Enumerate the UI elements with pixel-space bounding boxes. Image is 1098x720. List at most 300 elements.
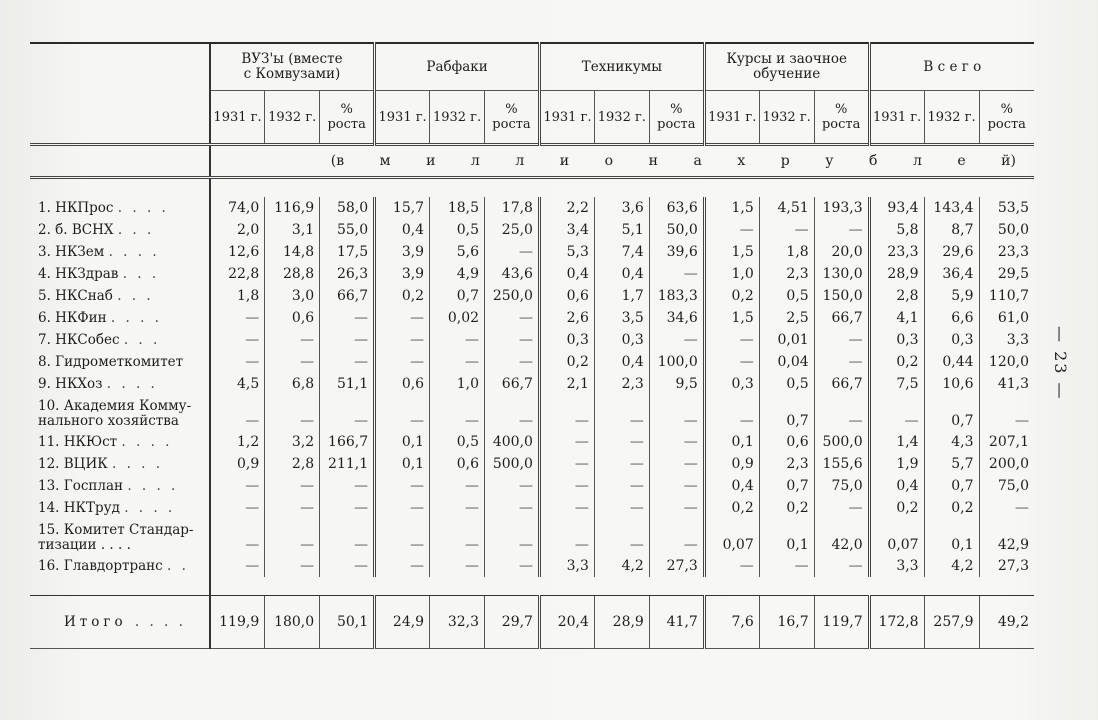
value-cell: 1,0 bbox=[430, 373, 485, 395]
leader-dots: . . . . bbox=[121, 434, 173, 450]
row-name-cont: тизации . . . . bbox=[38, 537, 131, 553]
value-cell: 42,9 bbox=[979, 519, 1034, 555]
subheader-pct: % bbox=[834, 102, 848, 117]
value-cell: 0,5 bbox=[759, 285, 814, 307]
value-cell: 0,1 bbox=[759, 519, 814, 555]
value-cell: 150,0 bbox=[814, 285, 869, 307]
value-cell: 3,4 bbox=[539, 219, 594, 241]
table-row bbox=[30, 329, 1034, 351]
value-cell: — bbox=[485, 307, 540, 329]
value-cell: — bbox=[265, 555, 320, 577]
row-name-cell bbox=[30, 475, 210, 497]
value-cell: — bbox=[649, 453, 704, 475]
value-cell: 75,0 bbox=[814, 475, 869, 497]
value-cell: 0,2 bbox=[704, 497, 759, 519]
subheader-pct: роста bbox=[657, 117, 696, 132]
value-cell: 49,2 bbox=[979, 596, 1034, 649]
value-cell: 3,5 bbox=[594, 307, 649, 329]
row-name: 11. НКЮст bbox=[38, 434, 118, 450]
subheader-cell bbox=[759, 91, 814, 145]
value-cell: 4,2 bbox=[924, 555, 979, 577]
subheader-pct: роста bbox=[327, 117, 366, 132]
value-cell: 66,7 bbox=[814, 373, 869, 395]
leader-dots: . . . . bbox=[110, 310, 162, 326]
value-cell: — bbox=[430, 475, 485, 497]
value-cell: 2,1 bbox=[539, 373, 594, 395]
value-cell: — bbox=[265, 519, 320, 555]
value-cell: — bbox=[320, 307, 375, 329]
row-name: 1. НКПрос bbox=[38, 200, 114, 216]
value-cell: — bbox=[485, 241, 540, 263]
value-cell: — bbox=[485, 351, 540, 373]
unit-letter: и bbox=[559, 153, 570, 169]
value-cell: — bbox=[759, 219, 814, 241]
leader-dots: . . . . bbox=[134, 614, 186, 630]
value-cell: 93,4 bbox=[869, 197, 924, 219]
value-cell: 42,0 bbox=[814, 519, 869, 555]
value-cell: 5,9 bbox=[924, 285, 979, 307]
table-row bbox=[30, 519, 1034, 555]
value-cell: 0,1 bbox=[704, 431, 759, 453]
value-cell: 207,1 bbox=[979, 431, 1034, 453]
value-cell: 0,3 bbox=[594, 329, 649, 351]
value-cell: — bbox=[265, 395, 320, 431]
value-cell: 27,3 bbox=[979, 555, 1034, 577]
value-cell: 29,5 bbox=[979, 263, 1034, 285]
value-cell: 4,3 bbox=[924, 431, 979, 453]
table-row bbox=[30, 351, 1034, 373]
value-cell: 66,7 bbox=[320, 285, 375, 307]
value-cell: — bbox=[649, 475, 704, 497]
value-cell: 2,5 bbox=[759, 307, 814, 329]
value-cell: 3,3 bbox=[539, 555, 594, 577]
value-cell: 0,3 bbox=[869, 329, 924, 351]
value-cell: 50,0 bbox=[649, 219, 704, 241]
value-cell: — bbox=[485, 497, 540, 519]
value-cell: 50,1 bbox=[320, 596, 375, 649]
value-cell: 5,6 bbox=[430, 241, 485, 263]
row-name-cell bbox=[30, 519, 210, 555]
row-name: 5. НКСнаб bbox=[38, 288, 113, 304]
value-cell: — bbox=[265, 351, 320, 373]
subheader-cell bbox=[485, 91, 540, 145]
row-name: 16. Главдортранс bbox=[38, 558, 163, 574]
value-cell: 28,8 bbox=[265, 263, 320, 285]
value-cell: — bbox=[320, 555, 375, 577]
value-cell: — bbox=[539, 431, 594, 453]
value-cell: 180,0 bbox=[265, 596, 320, 649]
table-row bbox=[30, 596, 1034, 649]
value-cell: 15,7 bbox=[375, 197, 430, 219]
value-cell: — bbox=[649, 519, 704, 555]
value-cell: 75,0 bbox=[979, 475, 1034, 497]
value-cell: 39,6 bbox=[649, 241, 704, 263]
subheader-cell bbox=[375, 91, 430, 145]
value-cell: 0,6 bbox=[430, 453, 485, 475]
subheader-cell bbox=[594, 91, 649, 145]
subheader-cell bbox=[649, 91, 704, 145]
subheader-cell bbox=[320, 91, 375, 145]
value-cell: 2,8 bbox=[869, 285, 924, 307]
row-name: 10. Академия Комму- bbox=[38, 398, 192, 414]
value-cell: 7,4 bbox=[594, 241, 649, 263]
value-cell: 3,3 bbox=[979, 329, 1034, 351]
table-row bbox=[30, 453, 1034, 475]
value-cell: — bbox=[375, 329, 430, 351]
value-cell: 257,9 bbox=[924, 596, 979, 649]
value-cell: 120,0 bbox=[979, 351, 1034, 373]
value-cell: 1,5 bbox=[704, 197, 759, 219]
value-cell: — bbox=[320, 329, 375, 351]
value-cell: — bbox=[539, 475, 594, 497]
value-cell: 0,7 bbox=[430, 285, 485, 307]
leader-dots: . . . . bbox=[106, 376, 158, 392]
value-cell: 58,0 bbox=[320, 197, 375, 219]
value-cell: 0,02 bbox=[430, 307, 485, 329]
table-row bbox=[30, 395, 1034, 431]
value-cell: 0,2 bbox=[704, 285, 759, 307]
value-cell: — bbox=[704, 219, 759, 241]
budget-table-sheet bbox=[30, 42, 1034, 649]
value-cell: — bbox=[594, 395, 649, 431]
value-cell: 7,5 bbox=[869, 373, 924, 395]
subheader-pct: % bbox=[670, 102, 683, 117]
value-cell: — bbox=[210, 395, 265, 431]
subheader-year: 1932 г. bbox=[762, 109, 811, 125]
value-cell: — bbox=[375, 395, 430, 431]
value-cell: — bbox=[594, 453, 649, 475]
value-cell: 0,5 bbox=[759, 373, 814, 395]
value-cell: — bbox=[210, 329, 265, 351]
row-name: 4. НКЗдрав bbox=[38, 266, 119, 282]
value-cell: 119,7 bbox=[814, 596, 869, 649]
subheader-pct: % bbox=[1000, 102, 1013, 117]
group-header-line: В с е г о bbox=[923, 58, 982, 75]
value-cell: — bbox=[649, 431, 704, 453]
value-cell: 12,6 bbox=[210, 241, 265, 263]
value-cell: 8,7 bbox=[924, 219, 979, 241]
value-cell: — bbox=[485, 519, 540, 555]
value-cell: 29,6 bbox=[924, 241, 979, 263]
value-cell: 4,1 bbox=[869, 307, 924, 329]
value-cell: 0,5 bbox=[430, 219, 485, 241]
value-cell: — bbox=[320, 395, 375, 431]
leader-dots: . . . . bbox=[108, 244, 160, 260]
row-name: 13. Госплан bbox=[38, 478, 124, 494]
group-header-kursy bbox=[704, 43, 869, 91]
value-cell: 0,7 bbox=[759, 475, 814, 497]
value-cell: 5,7 bbox=[924, 453, 979, 475]
value-cell: — bbox=[320, 497, 375, 519]
value-cell: 20,0 bbox=[814, 241, 869, 263]
value-cell: 28,9 bbox=[594, 596, 649, 649]
unit-letter: л bbox=[515, 153, 525, 169]
unit-letter: х bbox=[737, 153, 746, 169]
row-name: 9. НКХоз bbox=[38, 376, 103, 392]
value-cell: 1,2 bbox=[210, 431, 265, 453]
value-cell: 1,8 bbox=[759, 241, 814, 263]
value-cell: — bbox=[704, 395, 759, 431]
subheader-year: 1931 г. bbox=[378, 109, 427, 125]
subheader-cell bbox=[704, 91, 759, 145]
value-cell: 4,51 bbox=[759, 197, 814, 219]
subheader-year: 1931 г. bbox=[543, 109, 592, 125]
value-cell: 20,4 bbox=[539, 596, 594, 649]
value-cell: 14,8 bbox=[265, 241, 320, 263]
unit-letter: л bbox=[912, 153, 922, 169]
value-cell: — bbox=[320, 351, 375, 373]
value-cell: 0,4 bbox=[375, 219, 430, 241]
subheader-cell bbox=[979, 91, 1034, 145]
value-cell: — bbox=[320, 519, 375, 555]
unit-letter: р bbox=[780, 153, 790, 169]
value-cell: 66,7 bbox=[485, 373, 540, 395]
table-row bbox=[30, 219, 1034, 241]
value-cell: 0,9 bbox=[210, 453, 265, 475]
value-cell: 1,8 bbox=[210, 285, 265, 307]
value-cell: 50,0 bbox=[979, 219, 1034, 241]
unit-letter: н bbox=[648, 153, 658, 169]
value-cell: 0,7 bbox=[924, 475, 979, 497]
value-cell: — bbox=[814, 351, 869, 373]
value-cell: — bbox=[649, 329, 704, 351]
row-name-cell bbox=[30, 219, 210, 241]
value-cell: 5,8 bbox=[869, 219, 924, 241]
value-cell: 41,7 bbox=[649, 596, 704, 649]
table-row bbox=[30, 241, 1034, 263]
value-cell: 53,5 bbox=[979, 197, 1034, 219]
value-cell: 0,2 bbox=[759, 497, 814, 519]
value-cell: — bbox=[704, 351, 759, 373]
value-cell: 0,07 bbox=[704, 519, 759, 555]
value-cell: 3,1 bbox=[265, 219, 320, 241]
leader-dots: . . . bbox=[117, 288, 154, 304]
value-cell: — bbox=[430, 519, 485, 555]
value-cell: 119,9 bbox=[210, 596, 265, 649]
value-cell: 0,01 bbox=[759, 329, 814, 351]
value-cell: — bbox=[594, 519, 649, 555]
value-cell: 36,4 bbox=[924, 263, 979, 285]
value-cell: 9,5 bbox=[649, 373, 704, 395]
value-cell: 66,7 bbox=[814, 307, 869, 329]
subheader-cell bbox=[924, 91, 979, 145]
value-cell: 1,5 bbox=[704, 241, 759, 263]
value-cell: 41,3 bbox=[979, 373, 1034, 395]
row-name-cell bbox=[30, 285, 210, 307]
value-cell: — bbox=[375, 307, 430, 329]
value-cell: — bbox=[869, 395, 924, 431]
value-cell: 143,4 bbox=[924, 197, 979, 219]
value-cell: 0,2 bbox=[539, 351, 594, 373]
value-cell: 51,1 bbox=[320, 373, 375, 395]
value-cell: 0,4 bbox=[869, 475, 924, 497]
value-cell: 32,3 bbox=[430, 596, 485, 649]
table-row bbox=[30, 285, 1034, 307]
leader-dots: . . . bbox=[123, 332, 161, 348]
subheader-year: 1931 г. bbox=[873, 109, 922, 125]
value-cell: 4,2 bbox=[594, 555, 649, 577]
value-cell: — bbox=[539, 519, 594, 555]
value-cell: — bbox=[485, 555, 540, 577]
value-cell: 63,6 bbox=[649, 197, 704, 219]
subheader-year: 1931 г. bbox=[213, 109, 262, 125]
table-row bbox=[30, 555, 1034, 577]
row-name: 15. Комитет Стандар- bbox=[38, 522, 194, 538]
subheader-cell bbox=[869, 91, 924, 145]
value-cell: 3,0 bbox=[265, 285, 320, 307]
value-cell: 0,4 bbox=[594, 351, 649, 373]
value-cell: 3,2 bbox=[265, 431, 320, 453]
value-cell: 0,44 bbox=[924, 351, 979, 373]
value-cell: — bbox=[265, 329, 320, 351]
group-header-line: Техникумы bbox=[581, 58, 662, 75]
value-cell: 27,3 bbox=[649, 555, 704, 577]
value-cell: 1,7 bbox=[594, 285, 649, 307]
value-cell: — bbox=[375, 497, 430, 519]
value-cell: 0,3 bbox=[539, 329, 594, 351]
table-row bbox=[30, 197, 1034, 219]
value-cell: — bbox=[814, 219, 869, 241]
row-name: 7. НКСобес bbox=[38, 332, 120, 348]
unit-letter: о bbox=[604, 153, 614, 169]
value-cell: 172,8 bbox=[869, 596, 924, 649]
subheader-year: 1932 г. bbox=[432, 109, 482, 125]
value-cell: 250,0 bbox=[485, 285, 540, 307]
value-cell: 4,5 bbox=[210, 373, 265, 395]
row-name-cell bbox=[30, 555, 210, 577]
value-cell: 400,0 bbox=[485, 431, 540, 453]
value-cell: — bbox=[430, 329, 485, 351]
group-header-line: с Комвузами) bbox=[243, 66, 341, 82]
value-cell: 26,3 bbox=[320, 263, 375, 285]
group-header-line: Рабфаки bbox=[426, 58, 488, 75]
value-cell: 23,3 bbox=[979, 241, 1034, 263]
value-cell: 17,5 bbox=[320, 241, 375, 263]
value-cell: 2,6 bbox=[539, 307, 594, 329]
value-cell: — bbox=[210, 475, 265, 497]
value-cell: — bbox=[210, 351, 265, 373]
row-name: 8. Гидрометкомитет bbox=[38, 354, 184, 370]
row-name-cell bbox=[30, 395, 210, 431]
group-header-rabfak bbox=[375, 43, 540, 91]
value-cell: 166,7 bbox=[320, 431, 375, 453]
leader-dots: . . . . bbox=[117, 200, 169, 216]
row-name-cell bbox=[30, 596, 210, 649]
value-cell: 5,3 bbox=[539, 241, 594, 263]
row-name-cell bbox=[30, 431, 210, 453]
value-cell: 3,9 bbox=[375, 241, 430, 263]
stub-header bbox=[30, 43, 210, 145]
value-cell: — bbox=[485, 329, 540, 351]
row-name: 2. б. ВСНХ bbox=[38, 222, 114, 238]
row-name: Итого bbox=[64, 614, 127, 630]
value-cell: 0,04 bbox=[759, 351, 814, 373]
value-cell: 110,7 bbox=[979, 285, 1034, 307]
value-cell: 0,2 bbox=[869, 497, 924, 519]
value-cell: 28,9 bbox=[869, 263, 924, 285]
subheader-pct: % bbox=[505, 102, 518, 117]
unit-label bbox=[210, 145, 1034, 178]
unit-letter: л bbox=[470, 153, 480, 169]
leader-dots: . . . . bbox=[124, 500, 176, 516]
leader-dots: . . . bbox=[122, 266, 160, 282]
value-cell: — bbox=[265, 497, 320, 519]
value-cell: 74,0 bbox=[210, 197, 265, 219]
unit-letter: й) bbox=[1001, 153, 1016, 169]
value-cell: 0,4 bbox=[539, 263, 594, 285]
row-name-cell bbox=[30, 241, 210, 263]
table-row bbox=[30, 373, 1034, 395]
leader-dots: . . bbox=[167, 558, 189, 574]
value-cell: 1,4 bbox=[869, 431, 924, 453]
group-header-vuz bbox=[210, 43, 375, 91]
value-cell: 43,6 bbox=[485, 263, 540, 285]
value-cell: — bbox=[430, 555, 485, 577]
value-cell: 1,5 bbox=[704, 307, 759, 329]
group-header-line: ВУЗ'ы (вместе bbox=[241, 51, 343, 67]
value-cell: 10,6 bbox=[924, 373, 979, 395]
value-cell: 23,3 bbox=[869, 241, 924, 263]
value-cell: — bbox=[375, 475, 430, 497]
table-row bbox=[30, 497, 1034, 519]
row-name-cell bbox=[30, 263, 210, 285]
group-header-line: Курсы и заочное bbox=[726, 51, 847, 67]
leader-dots: . . . . bbox=[127, 478, 179, 494]
value-cell: — bbox=[430, 395, 485, 431]
value-cell: 7,6 bbox=[704, 596, 759, 649]
row-name-cell bbox=[30, 351, 210, 373]
value-cell: 3,3 bbox=[869, 555, 924, 577]
value-cell: — bbox=[430, 497, 485, 519]
value-cell: 29,7 bbox=[485, 596, 540, 649]
value-cell: 100,0 bbox=[649, 351, 704, 373]
row-name: 6. НКФин bbox=[38, 310, 107, 326]
value-cell: 0,3 bbox=[924, 329, 979, 351]
value-cell: — bbox=[759, 555, 814, 577]
value-cell: 0,6 bbox=[375, 373, 430, 395]
value-cell: 2,0 bbox=[210, 219, 265, 241]
value-cell: — bbox=[375, 351, 430, 373]
subheader-cell bbox=[814, 91, 869, 145]
value-cell: 183,3 bbox=[649, 285, 704, 307]
value-cell: 2,3 bbox=[594, 373, 649, 395]
page-number: — 23 — bbox=[1051, 326, 1070, 401]
value-cell: 25,0 bbox=[485, 219, 540, 241]
value-cell: 0,2 bbox=[375, 285, 430, 307]
value-cell: 5,1 bbox=[594, 219, 649, 241]
value-cell: — bbox=[539, 497, 594, 519]
table-row bbox=[30, 263, 1034, 285]
value-cell: 211,1 bbox=[320, 453, 375, 475]
value-cell: — bbox=[814, 329, 869, 351]
subheader-pct: роста bbox=[987, 117, 1026, 132]
subheader-pct: роста bbox=[821, 117, 861, 132]
value-cell: 193,3 bbox=[814, 197, 869, 219]
row-name: 14. НКТруд bbox=[38, 500, 120, 516]
value-cell: 18,5 bbox=[430, 197, 485, 219]
value-cell: 116,9 bbox=[265, 197, 320, 219]
row-name-cell bbox=[30, 197, 210, 219]
value-cell: — bbox=[814, 555, 869, 577]
value-cell: 0,6 bbox=[759, 431, 814, 453]
value-cell: — bbox=[375, 555, 430, 577]
table-row bbox=[30, 431, 1034, 453]
value-cell: 61,0 bbox=[979, 307, 1034, 329]
subheader-year: 1932 г. bbox=[597, 109, 646, 125]
unit-stub bbox=[30, 145, 210, 178]
value-cell: 2,3 bbox=[759, 263, 814, 285]
value-cell: — bbox=[814, 395, 869, 431]
